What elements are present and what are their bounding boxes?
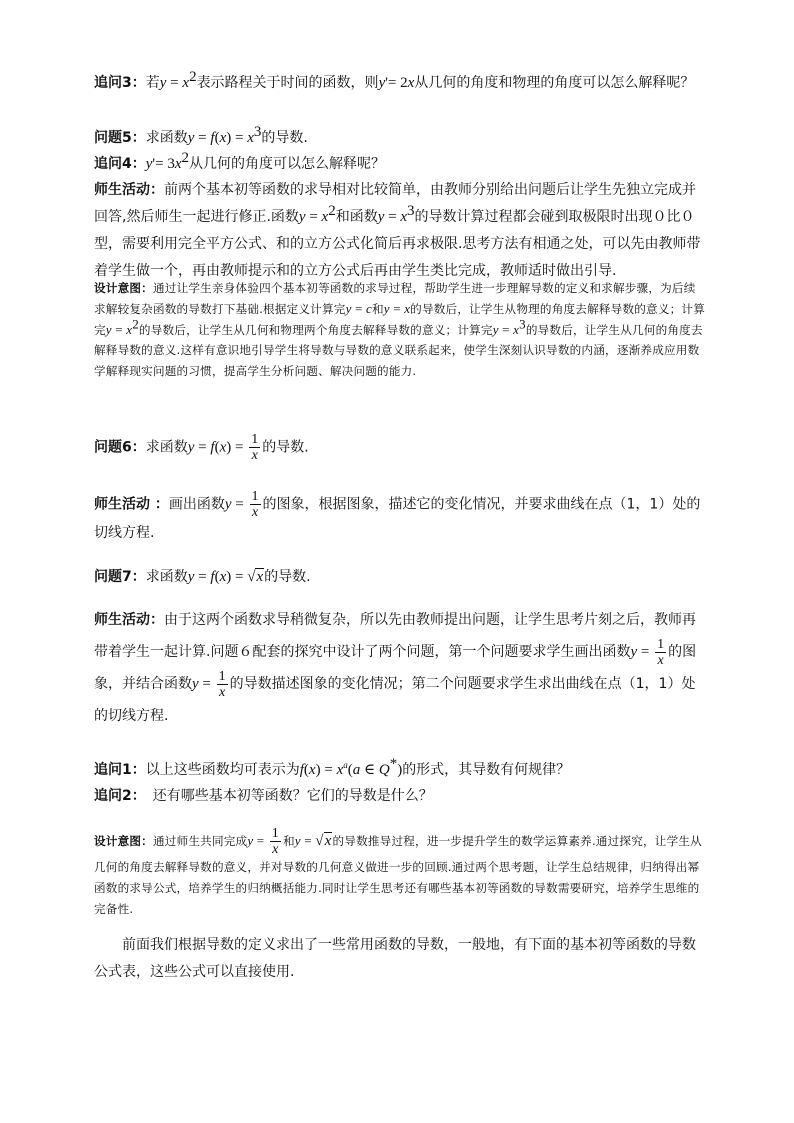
text: 表示路程关于时间的函数，则 (196, 75, 379, 91)
formula-y-x-squared: y (159, 75, 167, 91)
text: 若 (145, 75, 160, 91)
text: 和 (282, 834, 295, 848)
formula-x-cubed: y (187, 130, 195, 146)
teacher-student-activity-2: 师生活动 ：画出函数y = $\frac{1}{x}$ 的图象，根据图象，描述它的变化情况，并要求曲线在点（1，1）处的切线方程. (94, 489, 701, 541)
text: 的形式，其导数有何规律？ (402, 762, 571, 778)
text: 的导数后，让学生从物理的角度去解释导数的意义；计算完 (94, 301, 706, 337)
formula-derivative-3x2: y (145, 156, 153, 172)
text: 前面我们根据导数的定义求出了一些常用函数的导数，一般地，有下面的基本初等函数的导数公式表，这些公式可以直接使用. (94, 937, 696, 980)
text: 求函数 (145, 130, 188, 146)
text: 从几何的角度可以怎么解释呢？ (189, 156, 386, 172)
text: 通过师生共同完成 (152, 834, 248, 848)
label: 追问3： (94, 75, 146, 91)
text: 的导数推导过程，进一步提升学生的数学运算素养.通过探究，让学生从几何的角度去解释导数的意义，并对导数的几何意义做进一步的回顾.通过两个思考题，让学生总结规律，归纳得出幂函数的求导公式，培养学生的归纳概括能力.同时让学生思考还有哪些基本初等函数的导数需要研究，培养学生思维的完备性. (94, 834, 702, 916)
label: 设计意图： (94, 281, 153, 295)
text: 以上这些函数均可表示为 (145, 762, 300, 778)
text: 和函数 (335, 209, 378, 225)
design-intent-1: 设计意图：通过让学生亲身体验四个基本初等函数的求导过程，帮助学生进一步理解导数的定义和求解步骤，为后续求解较复杂函数的导数打下基础.根据定义计算完y = c和y = x的导数后，让学生从物理的角度去解释导数的意义；计算完$y = x^2$的导数后，让学生从几何和物理两个角度去解释导数的意义；计算完$y = x^3$的导数后，让学生从几何的角度去解释导数的意义.这样有意识地引导学生将导数与导数的意义联系起来，使学生深刻认识导数的内涵，逐渐养成应用数学解释现实问题的习惯，提高学生分析问题、解决问题的能力. (94, 281, 706, 379)
text: 的导数. (261, 130, 308, 146)
formula-power-function: f (299, 762, 304, 778)
text: 画出函数 (168, 496, 225, 513)
label: 追问2： (94, 788, 139, 804)
formula-derivative-2x: y (378, 75, 386, 91)
text: 的导数. (262, 439, 309, 456)
text: 的导数后，让学生从几何的角度去解释导数的意义.这样有意识地引导学生将导数与导数的意义联系起来，使学生深刻认识导数的内涵，逐渐养成应用数学解释现实问题的习惯，提高学生分析问题、解决问题的能力. (94, 322, 703, 379)
closing-paragraph (94, 932, 706, 986)
follow-up-question-1: 追问1：以上这些函数均可表示为$f(x) = x^a(a$ ∈ Q*)的形式，其导数有何规律？ (94, 756, 571, 778)
text: 前两个基本初等函数的求导相对比较简单，由教师分别给出问题后让学生先独立完成并回答,然后师生一起进行修正.函数 (94, 182, 696, 225)
follow-up-question-3: 追问3：若$y = x^2$表示路程关于时间的函数，则y'= 2x从几何的角度和物理的角度可以怎么解释呢？ (94, 69, 695, 91)
label: 设计意图： (94, 834, 153, 848)
label: 追问4： (94, 156, 146, 172)
text: 的导数后，让学生从几何和物理两个角度去解释导数的意义；计算完 (138, 322, 493, 337)
square-root-x: √x (247, 569, 264, 585)
text: 的图象，根据图象，描述它的变化情况，并要求曲线在点（1，1）处的切线方程. (94, 496, 701, 541)
teacher-student-activity-3: 师生活动：由于这两个函数求导稍微复杂，所以先由教师提出问题，让学生思考片刻之后，教师再带着学生一起计算.问题６配套的探究中设计了两个问题，第一个问题要求学生画出函数y = $\frac{1}{x}$ 的图象，并结合函数y = $\frac{1}{x}$ 的导数描述图象的变化情况；第二个问题要求学生求出曲线在点（1，1）处的切线方程. (94, 612, 697, 724)
follow-up-question-2 (94, 784, 706, 808)
text: 的图象，并结合函数 (94, 644, 697, 692)
teacher-student-activity-1: 师生活动：前两个基本初等函数的求导相对比较简单，由教师分别给出问题后让学生先独立完成并回答,然后师生一起进行修正.函数$y = x^2$和函数$y = x^3$的导数计算过程都会碰到取极限时出现０比０型，需要利用完全平方公式、和的立方公式化简后再求极限.思考方法有相通之处，可以先由教师带着学生做一个，再由教师提示和的立方公式后再由学生类比完成，教师适时做出引导. (94, 182, 701, 279)
fraction-one-over-x: $\frac{1}{x}$ (251, 432, 259, 463)
label: 师生活动： (94, 612, 164, 628)
question-7: 问题7：求函数y = f(x) = √x的导数. (94, 569, 311, 585)
text: 还有哪些基本初等函数？它们的导数是什么？ (138, 788, 433, 804)
label: 追问1： (94, 762, 146, 778)
question-6: 问题6：求函数y = f(x) = $\frac{1}{x}$ 的导数. (94, 432, 309, 463)
label: 问题5： (94, 130, 146, 146)
text: 的导数描述图象的变化情况；第二个问题要求学生求出曲线在点（1，1）处的切线方程. (94, 676, 696, 724)
text: 的导数计算过程都会碰到取极限时出现０比０型，需要利用完全平方公式、和的立方公式化简后再求极限.思考方法有相通之处，可以先由教师带着学生做一个，再由教师提示和的立方公式后再由学生类比完成，教师适时做出引导. (94, 209, 701, 279)
fraction-one-over-x: $\frac{1}{x}$ (657, 636, 665, 668)
label: 师生活动： (94, 182, 164, 198)
label: 师生活动 ： (94, 496, 169, 513)
question-5: 问题5：求函数$y = f(x) = x^3$的导数. (94, 124, 308, 146)
text: 求函数 (145, 439, 188, 456)
text: 通过让学生亲身体验四个基本初等函数的求导过程，帮助学生进一步理解导数的定义和求解步骤，为后续求解较复杂函数的导数打下基础.根据定义计算完 (94, 281, 696, 316)
follow-up-question-4: 追问4：$y'= 3x^2$从几何的角度可以怎么解释呢？ (94, 150, 386, 172)
text: 的导数. (264, 569, 311, 585)
text: 从几何的角度和物理的角度可以怎么解释呢？ (414, 75, 695, 91)
design-intent-2: 设计意图：通过师生共同完成y = $\frac{1}{x}$ 和y = √x的导数推导过程，进一步提升学生的数学运算素养.通过探究，让学生从几何的角度去解释导数的意义，并对导数的几何意义做进一步的回顾.通过两个思考题，让学生总结规律，归纳得出幂函数的求导公式，培养学生的归纳概括能力.同时让学生思考还有哪些基本初等函数的导数需要研究，培养学生思维的完备性. (94, 826, 702, 916)
fraction-one-over-x: $\frac{1}{x}$ (218, 668, 226, 700)
text: 求函数 (145, 569, 188, 585)
label: 问题7： (94, 569, 146, 585)
fraction-one-over-x: $\frac{1}{x}$ (251, 489, 259, 520)
fraction-one-over-x: $\frac{1}{x}$ (271, 826, 279, 857)
text: 和 (371, 301, 384, 316)
square-root-x: √x (315, 833, 332, 849)
text: 由于这两个函数求导稍微复杂，所以先由教师提出问题，让学生思考片刻之后，教师再带着学生一起计算.问题６配套的探究中设计了两个问题，第一个问题要求学生画出函数 (94, 612, 696, 660)
label: 问题6： (94, 439, 146, 456)
